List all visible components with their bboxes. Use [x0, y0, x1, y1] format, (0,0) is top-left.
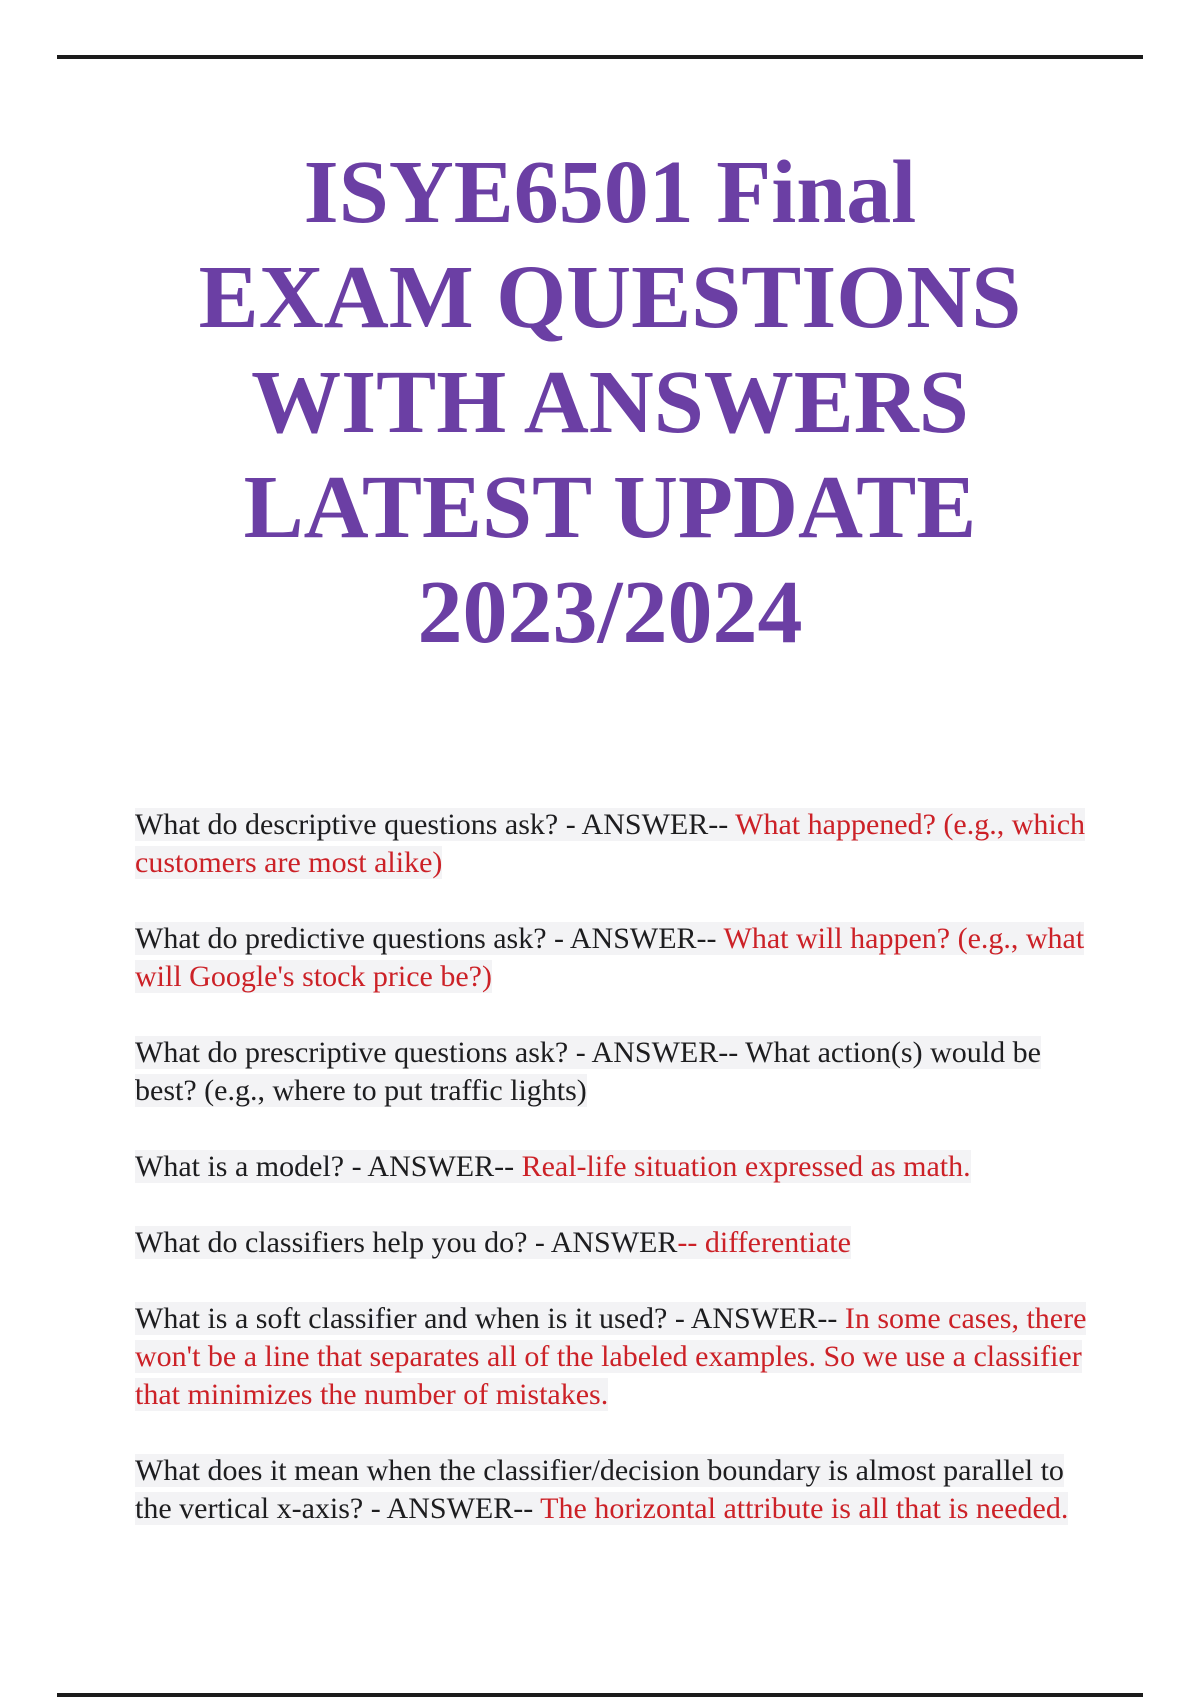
- qa-text-highlight: [135, 1150, 971, 1183]
- qa-question-text: What do descriptive questions ask? - ANSWER--: [135, 808, 736, 841]
- qa-question-text: What do prescriptive questions ask? - ANSWER-- What action(s) would be best? (e.g., where to put traffic lights): [135, 1036, 1041, 1107]
- qa-item: [135, 1148, 1090, 1186]
- document-title: [124, 140, 1096, 665]
- title-line: LATEST UPDATE: [243, 458, 977, 557]
- qa-answer-text: In some cases, there won't be a line that separates all of the labeled examples. So we use a classifier that minimizes the number of mistakes.: [135, 1302, 1087, 1411]
- qa-item: [135, 1300, 1090, 1414]
- top-horizontal-rule: [57, 55, 1143, 59]
- qa-item: [135, 806, 1090, 882]
- qa-item: [135, 1452, 1090, 1528]
- title-line: WITH ANSWERS: [251, 353, 969, 452]
- title-line: EXAM QUESTIONS: [198, 248, 1022, 347]
- qa-answer-text: What happened? (e.g., which customers are most alike): [135, 808, 1086, 879]
- qa-item: [135, 1224, 1090, 1262]
- qa-question-text: What do classifiers help you do? - ANSWER: [135, 1226, 678, 1259]
- qa-answer-text: The horizontal attribute is all that is needed.: [540, 1492, 1069, 1525]
- qa-text-highlight: [135, 1036, 1041, 1107]
- qa-item: [135, 1034, 1090, 1110]
- qa-text-highlight: [135, 1454, 1068, 1525]
- qa-question-text: What does it mean when the classifier/decision boundary is almost parallel to the vertical x-axis? - ANSWER--: [135, 1454, 1064, 1525]
- title-line: ISYE6501 Final: [303, 143, 917, 242]
- qa-text-highlight: [135, 922, 1084, 993]
- qa-text-highlight: [135, 1226, 851, 1259]
- qa-answer-text: -- differentiate: [677, 1226, 851, 1259]
- qa-list: [135, 806, 1090, 1566]
- qa-answer-text: What will happen? (e.g., what will Google's stock price be?): [135, 922, 1085, 993]
- qa-item: [135, 920, 1090, 996]
- qa-text-highlight: [135, 1302, 1086, 1411]
- qa-question-text: What is a soft classifier and when is it used? - ANSWER--: [135, 1302, 845, 1335]
- qa-answer-text: Real-life situation expressed as math.: [521, 1150, 971, 1183]
- bottom-horizontal-rule: [57, 1693, 1143, 1697]
- qa-question-text: What is a model? - ANSWER--: [135, 1150, 522, 1183]
- qa-text-highlight: [135, 808, 1085, 879]
- qa-question-text: What do predictive questions ask? - ANSWER--: [135, 922, 724, 955]
- title-line: 2023/2024: [417, 563, 803, 662]
